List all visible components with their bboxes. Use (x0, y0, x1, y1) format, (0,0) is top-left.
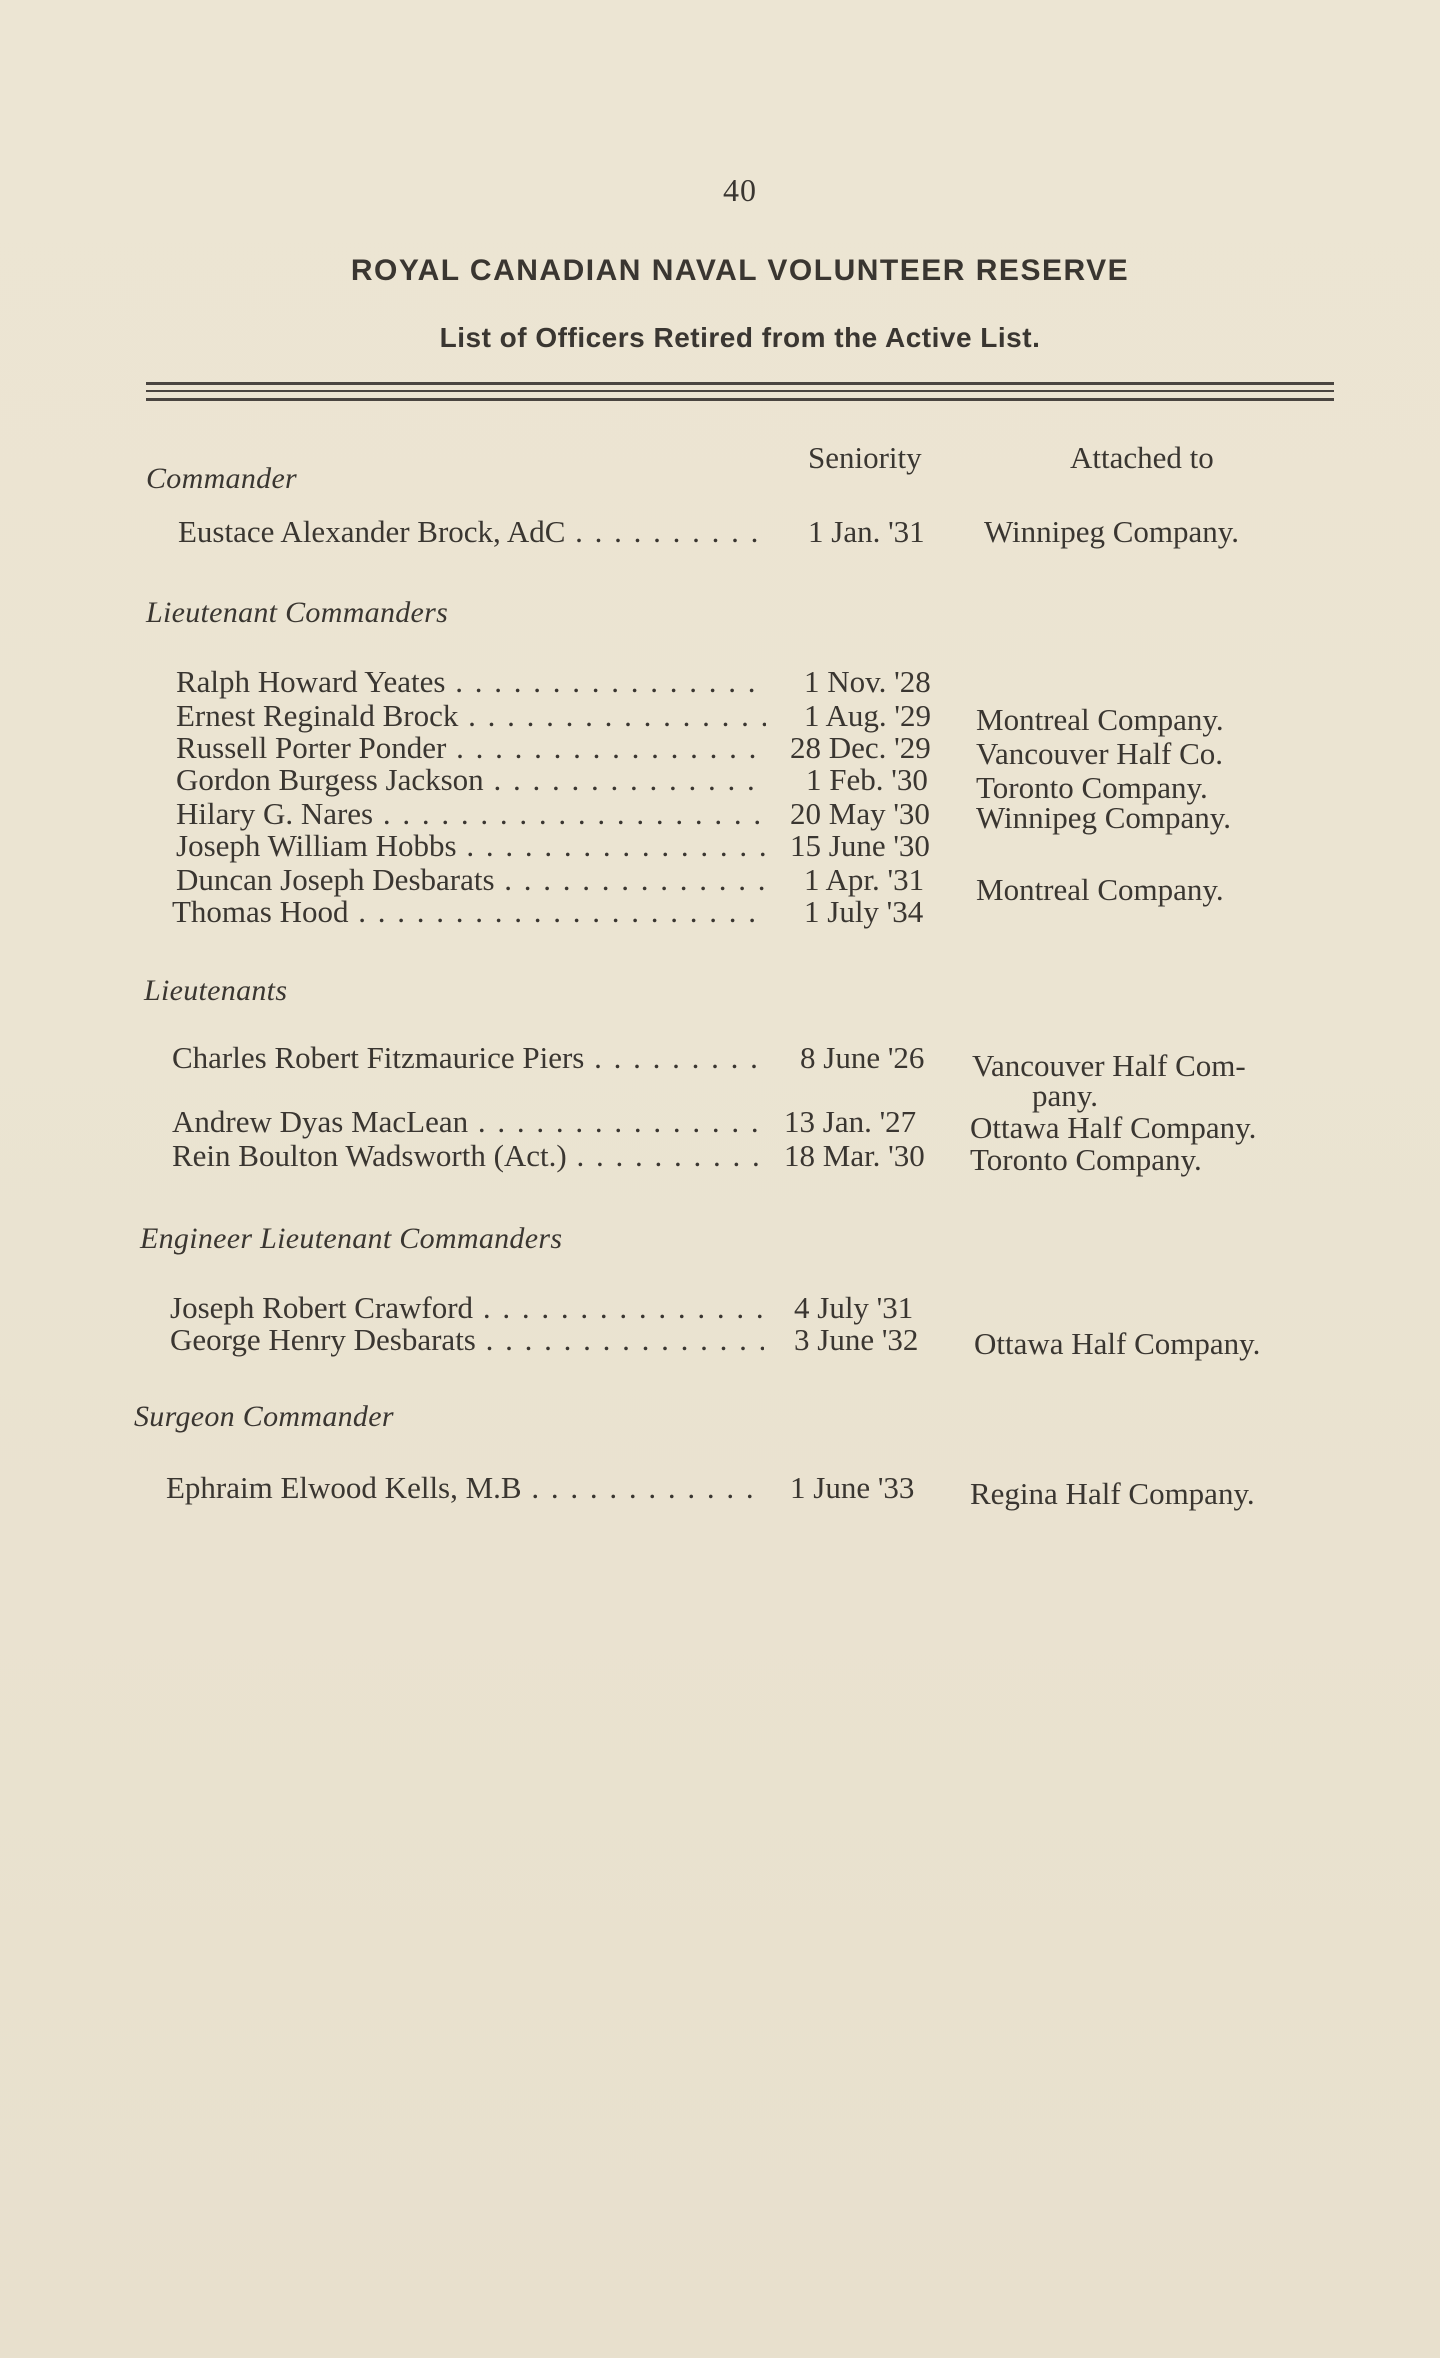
header-rule (146, 390, 1334, 392)
header-rule (146, 398, 1334, 401)
officer-name: Andrew Dyas MacLean . . . (172, 1104, 766, 1140)
seniority-date: 18 Mar. '30 (784, 1138, 925, 1173)
seniority-date: 8 June '26 (800, 1040, 925, 1075)
officer-name: Ralph Howard Yeates . . . (176, 664, 766, 700)
seniority-date: 1 Apr. '31 (804, 862, 925, 897)
attached-to: Winnipeg Company. (984, 514, 1240, 549)
seniority-date: 1 June '33 (790, 1470, 915, 1505)
section-title-lieutenants: Lieutenants (144, 974, 288, 1007)
officer-name: Ephraim Elwood Kells, M.B . . . (166, 1470, 756, 1506)
seniority-date: 15 June '30 (790, 828, 930, 863)
officer-name: George Henry Desbarats . . . (170, 1322, 764, 1358)
officer-name: Duncan Joseph Desbarats . . . (176, 862, 766, 898)
page-title: ROYAL CANADIAN NAVAL VOLUNTEER RESERVE (350, 254, 1130, 287)
attached-to-continuation: pany. (1032, 1078, 1098, 1113)
column-header-attached: Attached to (1070, 440, 1214, 475)
officer-name: Joseph Robert Crawford . . . (170, 1290, 764, 1326)
seniority-date: 3 June '32 (794, 1322, 919, 1357)
seniority-date: 1 July '34 (804, 894, 924, 929)
seniority-date: 1 Feb. '30 (806, 762, 928, 797)
seniority-date: 13 Jan. '27 (784, 1104, 917, 1139)
seniority-date: 20 May '30 (790, 796, 930, 831)
section-title-commander: Commander (146, 462, 298, 495)
attached-to: Montreal Company. (976, 872, 1224, 907)
officer-name: Hilary G. Nares . . . (176, 796, 766, 832)
officer-name: Ernest Reginald Brock . . . (176, 698, 766, 734)
officer-name: Gordon Burgess Jackson . . . (176, 762, 766, 798)
attached-to: Regina Half Company. (970, 1476, 1255, 1511)
seniority-date: 1 Jan. '31 (808, 514, 925, 549)
officer-name: Rein Boulton Wadsworth (Act.) . . . (172, 1138, 766, 1174)
officer-name: Eustace Alexander Brock, AdC . . . (178, 514, 768, 550)
attached-to: Toronto Company. (976, 770, 1208, 805)
officer-name: Charles Robert Fitzmaurice Piers . . . (172, 1040, 766, 1076)
column-header-seniority: Seniority (808, 440, 922, 475)
attached-to: Vancouver Half Com- (972, 1048, 1246, 1083)
page-number: 40 (723, 172, 757, 208)
section-title-surgeon-commander: Surgeon Commander (134, 1400, 394, 1433)
seniority-date: 1 Nov. '28 (804, 664, 931, 699)
section-title-lieutenant-commanders: Lieutenant Commanders (146, 596, 449, 629)
officer-name: Joseph William Hobbs . . . (176, 828, 766, 864)
attached-to: Montreal Company. (976, 702, 1224, 737)
attached-to: Toronto Company. (970, 1142, 1202, 1177)
officer-name: Thomas Hood . . . (172, 894, 766, 930)
attached-to: Ottawa Half Company. (974, 1326, 1261, 1361)
header-rule (146, 382, 1334, 385)
seniority-date: 28 Dec. '29 (790, 730, 931, 765)
attached-to: Winnipeg Company. (976, 800, 1232, 835)
officer-name: Russell Porter Ponder . . . (176, 730, 766, 766)
section-title-engineer-lieutenant-commanders: Engineer Lieutenant Commanders (140, 1222, 563, 1255)
seniority-date: 4 July '31 (794, 1290, 914, 1325)
seniority-date: 1 Aug. '29 (804, 698, 932, 733)
attached-to: Ottawa Half Company. (970, 1110, 1257, 1145)
attached-to: Vancouver Half Co. (976, 736, 1224, 771)
page-subtitle: List of Officers Retired from the Active List. (439, 322, 1041, 353)
